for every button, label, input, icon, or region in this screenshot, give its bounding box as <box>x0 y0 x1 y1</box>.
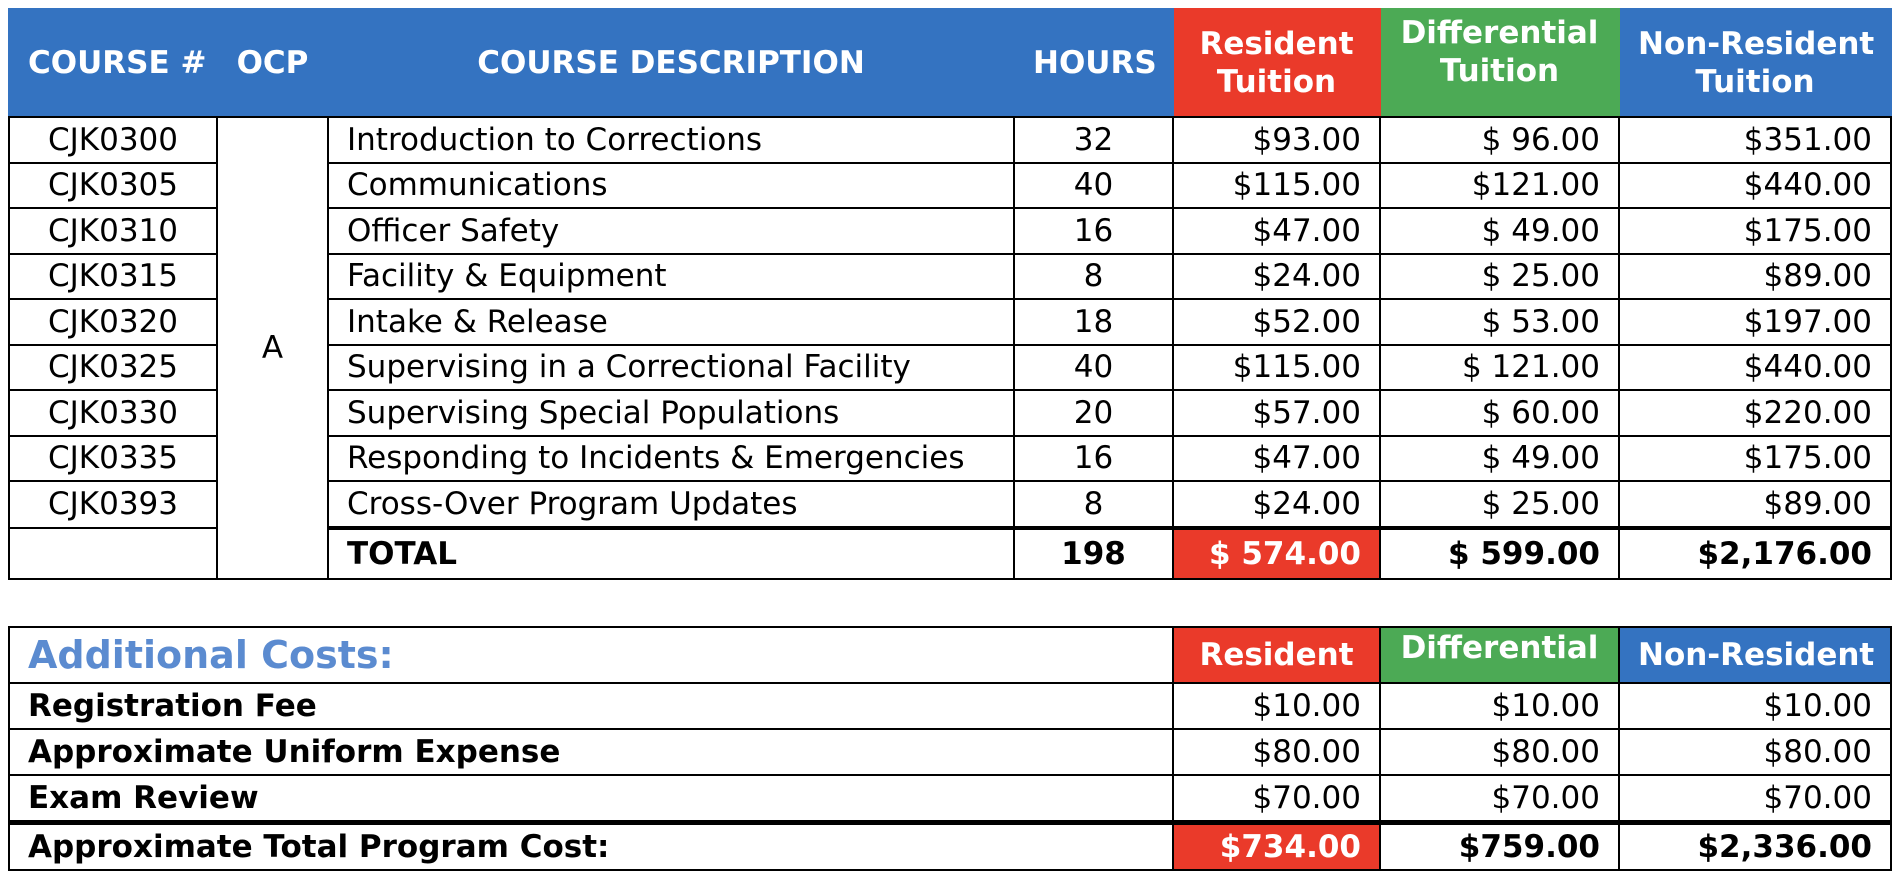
grand-total-label: Approximate Total Program Cost: <box>9 823 1173 871</box>
resident-tuition: $57.00 <box>1173 390 1380 436</box>
additional-costs-table <box>8 626 1892 871</box>
cost-label: Approximate Uniform Expense <box>9 729 1173 775</box>
differential-tuition: $ 121.00 <box>1380 345 1619 391</box>
course-description: Responding to Incidents & Emergencies <box>328 436 1014 482</box>
table-row <box>9 775 1891 823</box>
course-hours: 40 <box>1014 345 1173 391</box>
header-differential: Differential <box>1380 627 1619 683</box>
differential-tuition: $ 49.00 <box>1380 208 1619 254</box>
nonresident-cost: $70.00 <box>1619 775 1891 823</box>
total-resident-tuition: $ 574.00 <box>1173 528 1380 579</box>
header-nonresident-line2: Tuition <box>1695 64 1815 100</box>
differential-cost: $80.00 <box>1380 729 1619 775</box>
resident-tuition: $115.00 <box>1173 345 1380 391</box>
course-code: CJK0320 <box>9 299 217 345</box>
total-nonresident-tuition: $2,176.00 <box>1619 528 1891 579</box>
course-code: CJK0315 <box>9 254 217 300</box>
course-hours: 8 <box>1014 254 1173 300</box>
course-hours: 40 <box>1014 163 1173 209</box>
total-blank-cell <box>9 528 217 579</box>
differential-tuition: $ 96.00 <box>1380 117 1619 163</box>
course-description: Supervising Special Populations <box>328 390 1014 436</box>
nonresident-tuition: $440.00 <box>1619 345 1891 391</box>
course-description: Cross-Over Program Updates <box>328 481 1014 528</box>
additional-costs-header-row <box>9 627 1891 683</box>
additional-costs-title: Additional Costs: <box>9 627 1173 683</box>
resident-tuition: $47.00 <box>1173 436 1380 482</box>
nonresident-tuition: $440.00 <box>1619 163 1891 209</box>
course-tuition-table <box>8 8 1892 580</box>
differential-tuition: $ 49.00 <box>1380 436 1619 482</box>
nonresident-cost: $80.00 <box>1619 729 1891 775</box>
nonresident-tuition: $175.00 <box>1619 208 1891 254</box>
resident-cost: $10.00 <box>1173 683 1380 729</box>
course-code: CJK0300 <box>9 117 217 163</box>
grand-total-row <box>9 823 1891 871</box>
header-differential-line1: Differential <box>1400 15 1599 51</box>
resident-tuition: $52.00 <box>1173 299 1380 345</box>
course-hours: 16 <box>1014 208 1173 254</box>
differential-tuition: $ 25.00 <box>1380 254 1619 300</box>
course-description: Supervising in a Correctional Facility <box>328 345 1014 391</box>
grand-total-nonresident: $2,336.00 <box>1619 823 1891 871</box>
header-course-number: COURSE # <box>9 9 217 117</box>
course-description: Communications <box>328 163 1014 209</box>
grand-total-differential: $759.00 <box>1380 823 1619 871</box>
nonresident-tuition: $89.00 <box>1619 254 1891 300</box>
nonresident-tuition: $220.00 <box>1619 390 1891 436</box>
resident-tuition: $24.00 <box>1173 254 1380 300</box>
table-row <box>9 683 1891 729</box>
course-code: CJK0393 <box>9 481 217 528</box>
nonresident-tuition: $89.00 <box>1619 481 1891 528</box>
header-nonresident-tuition <box>1619 9 1891 117</box>
course-description: Officer Safety <box>328 208 1014 254</box>
header-hours: HOURS <box>1014 9 1173 117</box>
header-resident-line1: Resident <box>1199 26 1354 62</box>
grand-total-resident: $734.00 <box>1173 823 1380 871</box>
header-nonresident-line1: Non-Resident <box>1638 26 1875 62</box>
header-course-description: COURSE DESCRIPTION <box>328 9 1014 117</box>
resident-cost: $80.00 <box>1173 729 1380 775</box>
header-differential-tuition <box>1380 9 1619 117</box>
table-header-row <box>9 9 1891 117</box>
header-differential-line2: Tuition <box>1439 53 1560 89</box>
nonresident-cost: $10.00 <box>1619 683 1891 729</box>
course-description: Facility & Equipment <box>328 254 1014 300</box>
differential-cost: $70.00 <box>1380 775 1619 823</box>
header-ocp: OCP <box>217 9 328 117</box>
table-row <box>9 729 1891 775</box>
cost-label: Registration Fee <box>9 683 1173 729</box>
header-resident: Resident <box>1173 627 1380 683</box>
nonresident-tuition: $175.00 <box>1619 436 1891 482</box>
ocp-value: A <box>217 117 328 579</box>
resident-tuition: $115.00 <box>1173 163 1380 209</box>
course-hours: 32 <box>1014 117 1173 163</box>
total-label: TOTAL <box>328 528 1014 579</box>
table-row <box>9 117 1891 163</box>
total-hours: 198 <box>1014 528 1173 579</box>
resident-tuition: $47.00 <box>1173 208 1380 254</box>
course-code: CJK0330 <box>9 390 217 436</box>
course-hours: 8 <box>1014 481 1173 528</box>
course-code: CJK0305 <box>9 163 217 209</box>
differential-tuition: $121.00 <box>1380 163 1619 209</box>
course-hours: 16 <box>1014 436 1173 482</box>
course-code: CJK0325 <box>9 345 217 391</box>
course-code: CJK0335 <box>9 436 217 482</box>
nonresident-tuition: $197.00 <box>1619 299 1891 345</box>
differential-tuition: $ 53.00 <box>1380 299 1619 345</box>
resident-tuition: $93.00 <box>1173 117 1380 163</box>
course-hours: 18 <box>1014 299 1173 345</box>
course-hours: 20 <box>1014 390 1173 436</box>
nonresident-tuition: $351.00 <box>1619 117 1891 163</box>
differential-tuition: $ 60.00 <box>1380 390 1619 436</box>
resident-tuition: $24.00 <box>1173 481 1380 528</box>
differential-tuition: $ 25.00 <box>1380 481 1619 528</box>
course-description: Introduction to Corrections <box>328 117 1014 163</box>
differential-cost: $10.00 <box>1380 683 1619 729</box>
total-differential-tuition: $ 599.00 <box>1380 528 1619 579</box>
header-resident-tuition <box>1173 9 1380 117</box>
course-description: Intake & Release <box>328 299 1014 345</box>
header-resident-line2: Tuition <box>1216 64 1337 100</box>
cost-label: Exam Review <box>9 775 1173 823</box>
course-code: CJK0310 <box>9 208 217 254</box>
header-nonresident: Non-Resident <box>1619 627 1891 683</box>
resident-cost: $70.00 <box>1173 775 1380 823</box>
